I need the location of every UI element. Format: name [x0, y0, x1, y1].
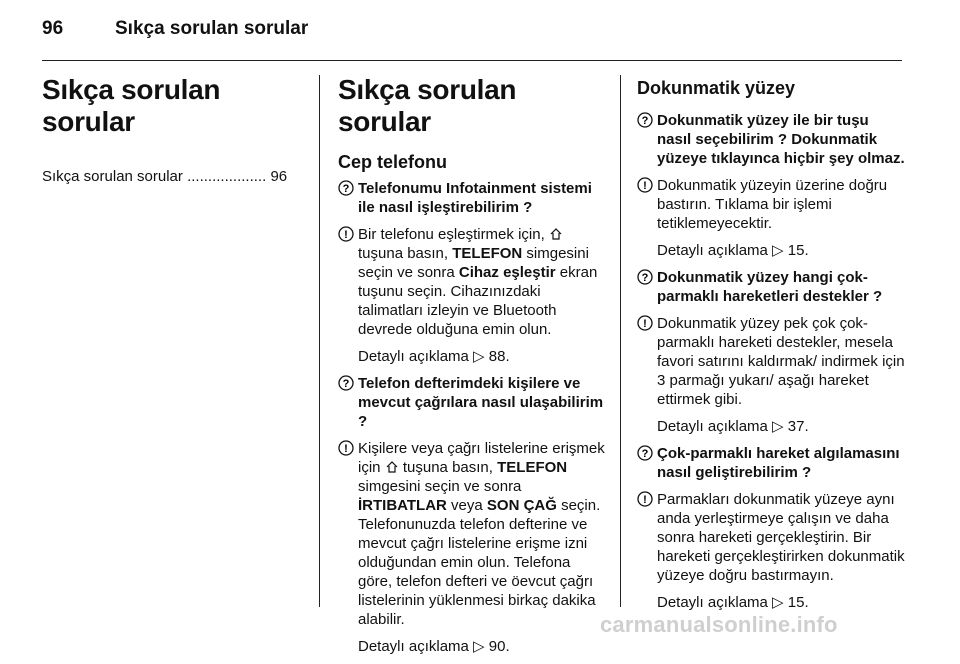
question-text: Dokunmatik yüzey ile bir tuşu nasıl seçebilirim ? Dokunmatik yüzeye tıklayınca hiçbir şey olmaz.	[657, 112, 905, 167]
question-text: Telefon defterimdeki kişilere ve mevcut çağrılara nasıl ulaşabilirim ?	[358, 375, 604, 430]
reference-label: Detaylı açıklama	[657, 242, 768, 259]
reference-label: Detaylı açıklama	[657, 418, 768, 435]
reference-page: 15.	[787, 242, 809, 259]
question-icon	[338, 374, 358, 431]
answer-text: Parmakları dokunmatik yüzeye aynı anda yerleştirmeye çalışın ve daha sonra hareketi gerçekleştirin. Bir hareketi gerçekleştirirken dokunmatik yüzeye doğru bastırmayın.	[657, 491, 905, 584]
section-title: Sıkça sorulan sorular	[338, 74, 517, 137]
answer-text: Dokunmatik yüzeyin üzerine doğru bastırın. Tıklama bir işlemi tetiklemeyecektir.	[657, 177, 888, 232]
reference-line[interactable]	[338, 637, 606, 656]
info-icon	[637, 314, 657, 409]
question-icon	[338, 179, 358, 217]
arrow-icon: ▷	[772, 242, 784, 259]
question-item	[338, 374, 606, 431]
watermark: carmanualsonline.info	[600, 612, 838, 637]
answer-part: ekran tuşunu seçin. Cihazınızdaki talimatları izleyin ve Bluetooth devrede olduğuna emin olun.	[358, 264, 598, 338]
arrow-icon: ▷	[772, 594, 784, 611]
reference-page: 90.	[488, 638, 510, 655]
toc-entry[interactable]	[42, 168, 307, 185]
right-column	[637, 72, 905, 620]
left-column	[42, 72, 307, 185]
svg-text:!: !	[643, 180, 647, 192]
answer-part: seçin. Telefonunuzda telefon defterine ve mevcut çağrı listelerine erişme izni olduğundan emin olun. Telefona göre, telefon defteri ve öevcut çağrı listelerinin yüklenmesi birkaç dakika alabilir.	[358, 497, 601, 628]
question-icon	[637, 268, 657, 306]
recent-calls-label: SON ÇAĞ	[486, 497, 557, 514]
info-icon	[637, 490, 657, 585]
reference-line[interactable]	[338, 347, 606, 366]
reference-line[interactable]	[637, 241, 905, 260]
subsection-phone: Cep telefonu	[338, 152, 448, 172]
question-icon	[637, 444, 657, 482]
answer-item	[338, 225, 606, 339]
arrow-icon: ▷	[772, 418, 784, 435]
running-title: Sıkça sorulan sorular	[115, 18, 309, 39]
question-text: Çok-parmaklı hareket algılamasını nasıl geliştirebilirim ?	[657, 445, 900, 481]
reference-label: Detaylı açıklama	[358, 348, 469, 365]
svg-text:!: !	[643, 494, 647, 506]
answer-part: tuşuna basın,	[358, 245, 449, 262]
toc-page: 96	[270, 168, 288, 185]
svg-text:?: ?	[342, 378, 350, 390]
page-number: 96	[42, 18, 64, 39]
answer-text	[358, 439, 606, 629]
middle-column	[338, 72, 606, 664]
question-icon	[637, 111, 657, 168]
answer-part: simgesini seçin ve sonra	[358, 245, 589, 281]
reference-page: 88.	[488, 348, 510, 365]
reference-label: Detaylı açıklama	[358, 638, 469, 655]
svg-text:?: ?	[641, 272, 649, 284]
svg-text:!: !	[643, 318, 647, 330]
column-divider-1	[319, 75, 320, 607]
column-divider-2	[620, 75, 621, 607]
info-icon	[338, 439, 358, 629]
answer-part: Kişilere veya çağrı listelerine erişmek için	[358, 440, 605, 476]
answer-part: veya	[451, 497, 483, 514]
phone-label: TELEFON	[452, 245, 523, 262]
answer-part: tuşuna basın,	[402, 459, 493, 476]
phone-label: TELEFON	[497, 459, 568, 476]
chapter-title: Sıkça sorulan sorular	[42, 74, 221, 137]
answer-part: Bir telefonu eşleştirmek için,	[358, 226, 545, 243]
arrow-icon: ▷	[473, 348, 485, 365]
svg-text:?: ?	[342, 183, 350, 195]
svg-text:?: ?	[641, 448, 649, 460]
answer-text	[358, 225, 606, 339]
question-item	[637, 444, 905, 482]
svg-text:!: !	[344, 229, 348, 241]
arrow-icon: ▷	[473, 638, 485, 655]
reference-line[interactable]	[637, 593, 905, 612]
subsection-touchpad: Dokunmatik yüzey	[637, 78, 796, 98]
info-icon	[338, 225, 358, 339]
reference-line[interactable]	[637, 417, 905, 436]
question-item	[637, 268, 905, 306]
answer-item	[637, 314, 905, 409]
toc-label: Sıkça sorulan sorular	[42, 168, 183, 185]
answer-part: simgesini seçin ve sonra	[358, 478, 522, 495]
question-item	[637, 111, 905, 168]
header-rule	[42, 60, 902, 61]
page-header	[42, 18, 308, 40]
question-item	[338, 179, 606, 217]
home-icon	[549, 227, 563, 241]
svg-text:?: ?	[641, 115, 649, 127]
svg-text:!: !	[344, 443, 348, 455]
reference-page: 37.	[787, 418, 809, 435]
answer-item	[338, 439, 606, 629]
home-icon	[385, 460, 399, 474]
contacts-label: İRTIBATLAR	[358, 497, 447, 514]
question-text: Telefonumu Infotainment sistemi ile nasıl işleştirebilirim ?	[358, 180, 592, 216]
question-text: Dokunmatik yüzey hangi çok-parmaklı hareketleri destekler ?	[657, 269, 883, 305]
answer-item	[637, 490, 905, 585]
reference-page: 15.	[787, 594, 809, 611]
reference-label: Detaylı açıklama	[657, 594, 768, 611]
answer-item	[637, 176, 905, 233]
toc-dots: ...................	[187, 168, 267, 185]
info-icon	[637, 176, 657, 233]
answer-text: Dokunmatik yüzey pek çok çok-parmaklı hareketi destekler, mesela favori satırını kaldırmak/ indirmek için 3 parmağı yukarı/ aşağı hareket ettirmek gibi.	[657, 315, 905, 408]
pair-device-label: Cihaz eşleştir	[458, 264, 556, 281]
